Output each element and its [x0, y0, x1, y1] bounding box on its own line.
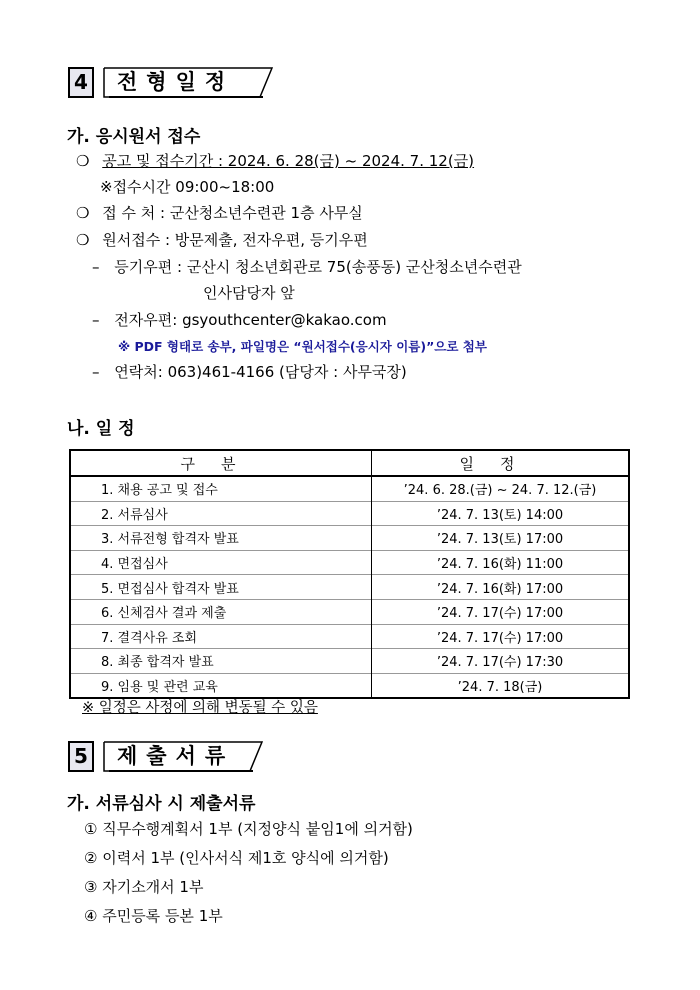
application-period-text: 공고 및 접수기간 : 2024. 6. 28(금) ~ 2024. 7. 12(금): [102, 152, 475, 170]
table-row: [70, 501, 629, 526]
application-period-line: [76, 151, 474, 171]
pdf-submission-note: ※ PDF 형태로 송부, 파일명은 “원서접수(응시자 이름)”으로 첨부: [118, 339, 487, 354]
registered-mail-recipient: 인사담당자 앞: [203, 284, 295, 302]
table-header-row: [70, 450, 629, 476]
reception-place-text: 접 수 처 : 군산청소년수련관 1층 사무실: [102, 204, 363, 222]
row-step: 9. 임용 및 관련 교육: [70, 673, 372, 698]
row-step: 6. 신체검사 결과 제출: [70, 599, 372, 624]
reception-place-line: [76, 203, 363, 223]
document-item: ③ 자기소개서 1부: [84, 878, 204, 896]
schedule-table: [69, 449, 630, 699]
table-row: [70, 575, 629, 600]
dash-bullet: –: [92, 363, 100, 381]
section-title-box-4: [103, 67, 273, 98]
dash-bullet: –: [92, 258, 100, 276]
dash-bullet: –: [92, 311, 100, 329]
row-step: 1. 채용 공고 및 접수: [70, 476, 372, 501]
document-item: ② 이력서 1부 (인사서식 제1호 양식에 의거함): [84, 849, 389, 867]
contact-line: [92, 362, 407, 382]
email-text: 전자우편: gsyouthcenter@kakao.com: [114, 311, 387, 329]
document-item: ④ 주민등록 등본 1부: [84, 907, 223, 925]
circle-bullet: ❍: [76, 152, 90, 170]
subsection-title-documents: 가. 서류심사 시 제출서류: [67, 794, 256, 814]
row-date: ’24. 7. 17(수) 17:00: [372, 624, 630, 649]
table-row: [70, 649, 629, 674]
row-step: 2. 서류심사: [70, 501, 372, 526]
row-date: ’24. 7. 18(금): [372, 673, 630, 698]
circle-bullet: ❍: [76, 204, 90, 222]
table-row: [70, 476, 629, 501]
header-schedule: 일정: [372, 450, 630, 476]
registered-mail-line: [92, 257, 522, 277]
section-title-box-5: [103, 741, 263, 772]
subsection-title-application: 가. 응시원서 접수: [67, 127, 201, 147]
reception-hours-line: ※접수시간 09:00~18:00: [100, 178, 275, 196]
schedule-change-note: ※ 일정은 사정에 의해 변동될 수 있음: [82, 700, 318, 716]
application-method-text: 원서접수 : 방문제출, 전자우편, 등기우편: [102, 231, 368, 249]
subsection-title-schedule: 나. 일 정: [67, 419, 135, 439]
row-date: ’24. 7. 13(토) 17:00: [372, 526, 630, 551]
table-row: [70, 526, 629, 551]
row-date: ’24. 7. 17(수) 17:00: [372, 599, 630, 624]
section-title-5: 제출서류: [117, 744, 235, 768]
row-date: ’24. 7. 13(토) 14:00: [372, 501, 630, 526]
document-item: ① 직무수행계획서 1부 (지정양식 붙임1에 의거함): [84, 820, 413, 838]
section-number-4: 4: [68, 67, 94, 98]
application-method-line: [76, 230, 368, 250]
table-row: [70, 624, 629, 649]
registered-mail-text: 등기우편 : 군산시 청소년회관로 75(송풍동) 군산청소년수련관: [114, 258, 522, 276]
table-row: [70, 550, 629, 575]
contact-text: 연락처: 063)461-4166 (담당자 : 사무국장): [114, 363, 407, 381]
row-step: 8. 최종 합격자 발표: [70, 649, 372, 674]
row-step: 5. 면접심사 합격자 발표: [70, 575, 372, 600]
section-title-4: 전형일정: [117, 70, 235, 94]
table-row: [70, 673, 629, 698]
circle-bullet: ❍: [76, 231, 90, 249]
row-date: ’24. 6. 28.(금) ~ 24. 7. 12.(금): [372, 476, 630, 501]
table-row: [70, 599, 629, 624]
row-step: 7. 결격사유 조회: [70, 624, 372, 649]
row-date: ’24. 7. 17(수) 17:30: [372, 649, 630, 674]
header-category: 구분: [70, 450, 372, 476]
email-line: [92, 310, 387, 330]
row-date: ’24. 7. 16(화) 11:00: [372, 550, 630, 575]
section-number-5: 5: [68, 741, 94, 772]
row-step: 4. 면접심사: [70, 550, 372, 575]
row-date: ’24. 7. 16(화) 17:00: [372, 575, 630, 600]
row-step: 3. 서류전형 합격자 발표: [70, 526, 372, 551]
